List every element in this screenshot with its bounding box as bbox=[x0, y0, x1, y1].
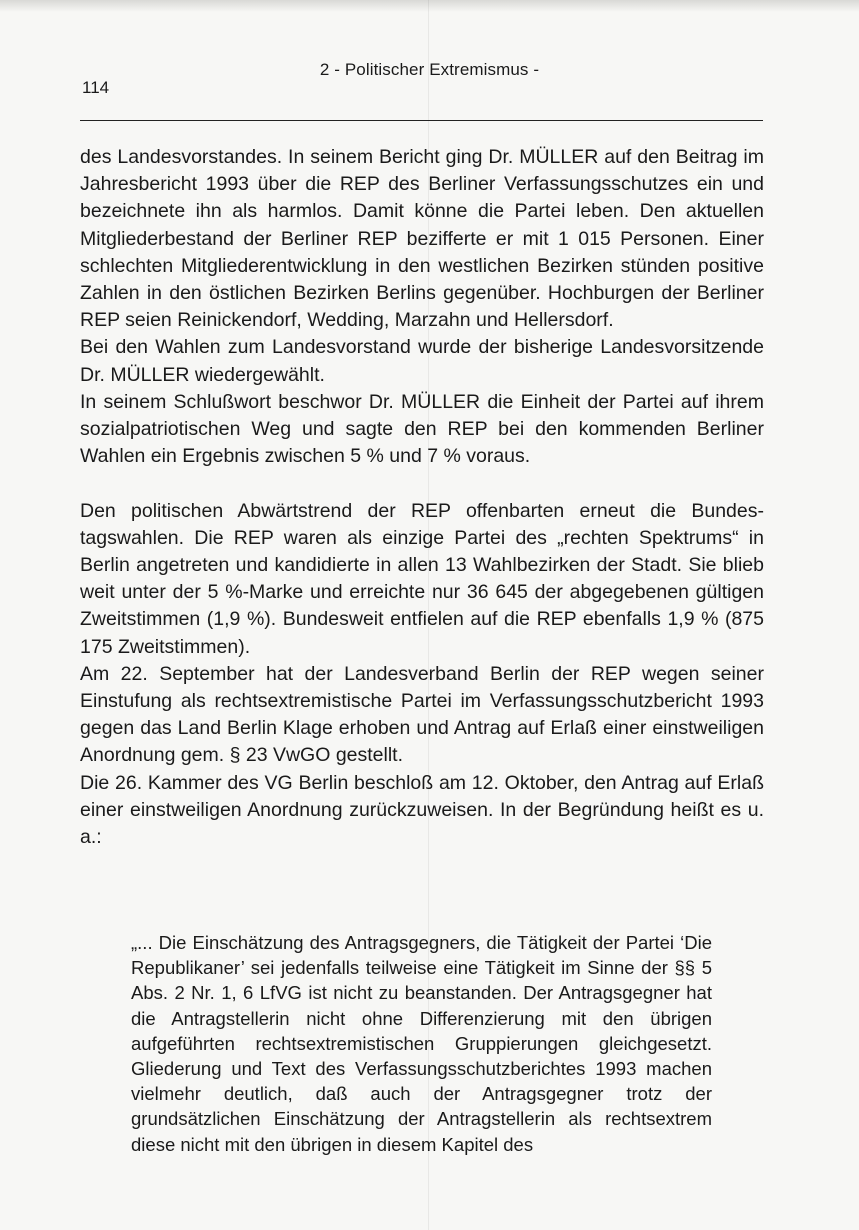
paragraph-landesvorstand: des Landesvorstandes. In seinem Bericht ging Dr. MÜLLER auf den Beitrag im Jahresbericht 1993 über die REP des Berliner Verfassungsschutzes ein und bezeichnete ihn als harmlos. Damit könne die Partei leben. Den aktuellen Mitgliederbestand der Berliner REP bezifferte er mit 1 015 Personen. Einer schlechten Mitgliederentwicklung in den westlichen Bezirken stünden positive Zahlen in den östlichen Bezirken Berlins gegenüber. Hochburgen der Berliner REP seien Reinickendorf, Wedding, Marzahn und Hellersdorf. bbox=[80, 146, 764, 332]
page-edge-shadow bbox=[0, 0, 859, 12]
running-title: 2 - Politischer Extremismus - bbox=[319, 60, 540, 79]
paragraph-bundestagswahlen: Den politischen Abwärtstrend der REP offenbarten erneut die Bundestagswahlen. Die REP waren als einzige Partei des „rechten Spektrums“ in Berlin angetreten und kandidierte in allen 13 Wahlbezirken der Stadt. Sie blieb weit unter der 5 %-Marke und erreichte nur 36 645 der abgegebenen gültigen Zweitstimmen (1,9 %). Bundesweit entfielen auf die REP ebenfalls 1,9 % (875 175 Zweitstimmen). bbox=[80, 499, 764, 658]
header-rule bbox=[80, 120, 763, 121]
body-text bbox=[80, 144, 764, 851]
paragraph-wahlen-landesvorstand: Bei den Wahlen zum Landesvorstand wurde der bisherige Landesvorsitzende Dr. MÜLLER wiedergewählt. bbox=[80, 336, 764, 386]
paragraph-klage: Am 22. September hat der Landesverband Berlin der REP wegen seiner Einstufung als rechtsextremistische Partei im Verfassungsschutzbericht 1993 gegen das Land Berlin Klage erhoben und Antrag auf Erlaß einer einstweiligen Anordnung gem. § 23 VwGO gestellt. bbox=[80, 662, 764, 767]
page-number: 114 bbox=[82, 78, 110, 97]
court-quote bbox=[131, 930, 712, 1157]
paragraph-schlusswort: In seinem Schlußwort beschwor Dr. MÜLLER die Einheit der Partei auf ihrem sozialpatriotischen Weg und sagte den REP bei den kommenden Berliner Wahlen ein Ergebnis zwischen 5 % und 7 % voraus. bbox=[80, 390, 764, 468]
paragraph-vg-berlin: Die 26. Kammer des VG Berlin beschloß am 12. Oktober, den Antrag auf Erlaß einer einstweiligen Anordnung zurückzuweisen. In der Begründung heißt es u. a.: bbox=[80, 771, 764, 849]
quote-text: „... Die Einschätzung des Antragsgegners, die Tätigkeit der Partei ‘Die Republikaner’ sei jedenfalls teilweise eine Tätigkeit im Sinne der §§ 5 Abs. 2 Nr. 1, 6 LfVG ist nicht zu beanstanden. Der Antragsgegner hat die Antragstellerin nicht ohne Differenzierung mit den übrigen aufgeführten rechtsextremistischen Gruppierungen gleichgesetzt. Gliederung und Text des Verfassungsschutzberichtes 1993 machen vielmehr deutlich, daß auch der Antragsgegner trotz der grundsätzlichen Einschätzung der Antragstellerin als rechtsextrem diese nicht mit den übrigen in diesem Kapitel des bbox=[131, 932, 712, 1155]
